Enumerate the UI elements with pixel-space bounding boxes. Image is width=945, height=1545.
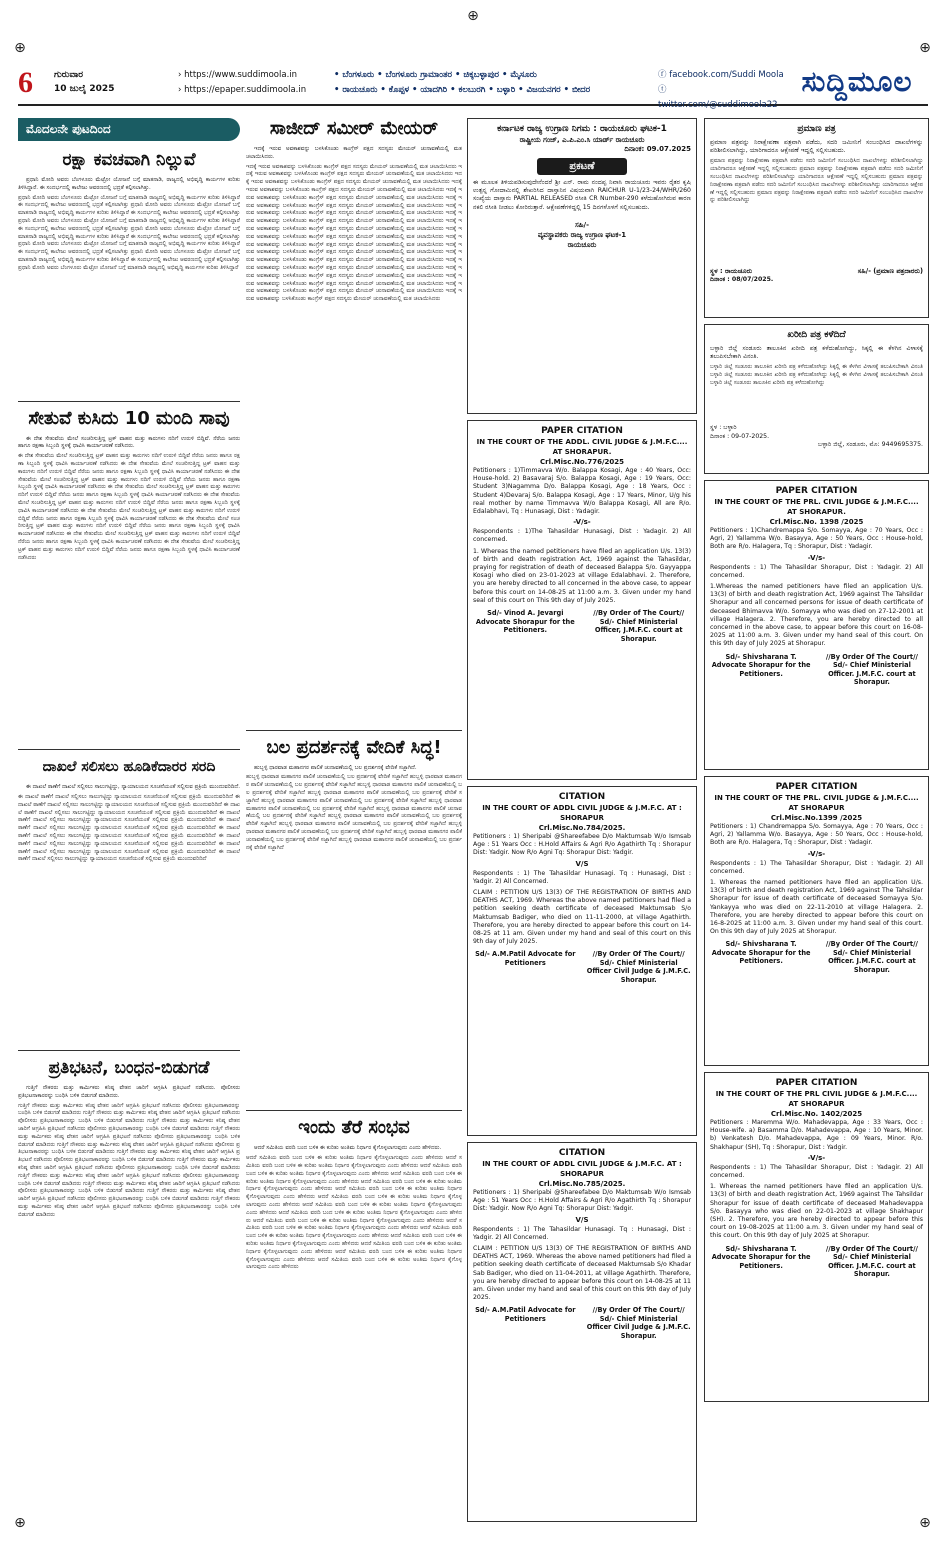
court-signature: //By Order of The Court// Sd/- Chief Ministerial Officer, J.M.F.C. court at Shorapur. (593, 609, 685, 643)
notice-address: ರಾಷ್ಟ್ರೀಯ ಗಂಜ್, ಎ.ಪಿ.ಎಂ.ಸಿ ಯಾರ್ಡ್ ರಾಯಚೂರು (519, 136, 645, 144)
site-url[interactable]: › https://www.suddimoola.in (178, 70, 298, 80)
versus-label: V/S (575, 859, 589, 868)
citation-respondents: Respondents : 1) The Tahasildar Shorapur, Dist : Yadagir. 2) All concerned. (710, 1163, 923, 1180)
citation-case-number: Crl.Misc.No. 1398 /2025 (769, 518, 864, 526)
facebook-link[interactable]: ⓕ facebook.com/Suddi Moola (658, 70, 784, 80)
notice-date: ದಿನಾಂಕ: 09.07.2025 (624, 145, 691, 153)
citation-case-number: Crl.Misc.No.784/2025. (538, 824, 626, 832)
headline-mayor: ಸಾಜೀದ್ ಸಮೀರ್ ಮೇಯರ್ (269, 118, 439, 139)
article-body: ಗುತ್ತಿಗೆ ನೌಕರರು ಮತ್ತು ಕಾರ್ಮಿಕರು ಕನಿಷ್ಠ ವೇತನ ಜಾರಿಗೆ ಆಗ್ರಹಿಸಿ ಪ್ರತಿಭಟನೆ ನಡೆಸಿದರು. ಪೊಲೀಸರು ಪ್ರತಿಭಟನಾಕಾರರನ್ನು ಬಂಧಿಸಿ ಬಳಿಕ ಬಿಡುಗಡೆ ಮಾಡಿದರು. (18, 1084, 240, 1099)
article-body: ಈ ದೇಶ ಸೇತುವೆಯ ಮೇಲೆ ಸಂಚರಿಸುತ್ತಿದ್ದ ಟ್ರಕ್ ವಾಹನ ಮತ್ತು ಕಾರುಗಳು ನದಿಗೆ ಉರುಳಿ ಬಿದ್ದಿವೆ. ನೆರೆಯ ಜನರು ಹಾಗೂ ರಕ್ಷಣಾ ಸಿಬ್ಬಂದಿ ಸ್ಥಳಕ್ಕೆ ಧಾವಿಸಿ ಕಾರ್ಯಾಚರಣೆ ನಡೆಸಿದರು. (18, 435, 240, 450)
citation-signatures (710, 653, 923, 687)
lost-deed-place: ಸ್ಥಳ : ಬಳ್ಳಾರಿ (710, 424, 737, 432)
citation-box (704, 776, 929, 1066)
column-1 (18, 118, 240, 1528)
citation-petitioners: Petitioners : 1) Sheripabi @Shareefabee D/o Maktumsab W/o Ismsab Age : 51 Years Occ : H.Hold Affairs & Agri R/o Agathirth Tq : Shorapur Dist: Yadgir. Now R/o Agni Tq: Shorapur Dist: Yadgir. (473, 833, 691, 857)
crop-mark: ⊕ (919, 40, 931, 56)
citation-case-number: Crl.Misc.No.1399 /2025 (770, 814, 863, 822)
issue-date (54, 68, 154, 96)
citation-petitioners: Petitioners : Maremma W/o. Mahadevappa, Age : 33 Years, Occ : House-wife. a) Basamma D/o. Mahadevappa, Age : 10 Years, Minor. b) Venkatesh D/o. Mahadevappa, Age : 09 Years, Minor. R/o. Shakhapur (SH), Tq : Shorapur, Dist : Yadgir. (710, 1119, 923, 1151)
article-text-block: ಈ ದಾಖಲೆ ಠಾಣೆಗೆ ದಾಖಲೆ ಸಲ್ಲಿಸಲು ಸಾಲುಗಟ್ಟಿದ್ದು ನ್ಯಾಯಾಲಯದ ಸೂಚನೆಯಂತೆ ಸಲ್ಲಿಸುವ ಪ್ರಕ್ರಿಯೆ ಮುಂದುವರಿದಿದೆ ಈ ದಾಖಲೆ ಠಾಣೆಗೆ ದಾಖಲೆ ಸಲ್ಲಿಸಲು ಸಾಲುಗಟ್ಟಿದ್ದು ನ್ಯಾಯಾಲಯದ ಸೂಚನೆಯಂತೆ ಸಲ್ಲಿಸುವ ಪ್ರಕ್ರಿಯೆ ಮುಂದುವರಿದಿದೆ ಈ ದಾಖಲೆ ಠಾಣೆಗೆ ದಾಖಲೆ ಸಲ್ಲಿಸಲು ಸಾಲುಗಟ್ಟಿದ್ದು ನ್ಯಾಯಾಲಯದ ಸೂಚನೆಯಂತೆ ಸಲ್ಲಿಸುವ ಪ್ರಕ್ರಿಯೆ ಮುಂದುವರಿದಿದೆ ಈ ದಾಖಲೆ ಠಾಣೆಗೆ ದಾಖಲೆ ಸಲ್ಲಿಸಲು ಸಾಲುಗಟ್ಟಿದ್ದು ನ್ಯಾಯಾಲಯದ ಸೂಚನೆಯಂತೆ ಸಲ್ಲಿಸುವ ಪ್ರಕ್ರಿಯೆ ಮುಂದುವರಿದಿದೆ ಈ ದಾಖಲೆ ಠಾಣೆಗೆ ದಾಖಲೆ ಸಲ್ಲಿಸಲು ಸಾಲುಗಟ್ಟಿದ್ದು ನ್ಯಾಯಾಲಯದ ಸೂಚನೆಯಂತೆ ಸಲ್ಲಿಸುವ ಪ್ರಕ್ರಿಯೆ ಮುಂದುವರಿದಿದೆ ಈ ದಾಖಲೆ ಠಾಣೆಗೆ ದಾಖಲೆ ಸಲ್ಲಿಸಲು ಸಾಲುಗಟ್ಟಿದ್ದು ನ್ಯಾಯಾಲಯದ ಸೂಚನೆಯಂತೆ ಸಲ್ಲಿಸುವ ಪ್ರಕ್ರಿಯೆ ಮುಂದುವರಿದಿದೆ ಈ ದಾಖಲೆ ಠಾಣೆಗೆ ದಾಖಲೆ ಸಲ್ಲಿಸಲು ಸಾಲುಗಟ್ಟಿದ್ದು ನ್ಯಾಯಾಲಯದ ಸೂಚನೆಯಂತೆ ಸಲ್ಲಿಸುವ ಪ್ರಕ್ರಿಯೆ ಮುಂದುವರಿದಿದೆ ಈ ದಾಖಲೆ ಠಾಣೆಗೆ ದಾಖಲೆ ಸಲ್ಲಿಸಲು ಸಾಲುಗಟ್ಟಿದ್ದು ನ್ಯಾಯಾಲಯದ ಸೂಚನೆಯಂತೆ ಸಲ್ಲಿಸುವ ಪ್ರಕ್ರಿಯೆ ಮುಂದುವರಿದಿದೆ ಈ ದಾಖಲೆ ಠಾಣೆಗೆ ದಾಖಲೆ ಸಲ್ಲಿಸಲು ಸಾಲುಗಟ್ಟಿದ್ದು ನ್ಯಾಯಾಲಯದ ಸೂಚನೆಯಂತೆ ಸಲ್ಲಿಸುವ ಪ್ರಕ್ರಿಯೆ ಮುಂದುವರಿದಿದೆ (18, 793, 240, 863)
lost-deed-notice (704, 324, 929, 474)
advocate-signature: Sd/- A.M.Patil Advocate for Petitioners (475, 1306, 576, 1323)
advocate-signature: Sd/- Shivsharana T. Advocate Shorapur for the Petitioners. (711, 1244, 811, 1270)
citation-court: IN THE COURT OF THE PRL CIVIL JUDGE & J.M.F.C.... AT SHORAPUR (715, 1090, 918, 1108)
versus-label: -V/s- (807, 1153, 826, 1162)
lost-deed-body: ಬಳ್ಳಾರಿ ಜಿಲ್ಲೆ ಸಂಡೂರು ತಾಲೂಕಿನ ಖರೀದಿ ಪತ್ರ ಕಳೆದುಹೋಗಿದ್ದು, ಸಿಕ್ಕಲ್ಲಿ ಈ ಕೆಳಗಿನ ವಿಳಾಸಕ್ಕೆ ತಲುಪಿಸಬೇಕಾಗಿ ವಿನಂತಿ. (710, 345, 923, 361)
citation-respondents: Respondents : 1) The Tahasildar Hunasagi. Tq : Hunasagi, Dist : Yadgir. 2) All Concerned. (473, 1225, 691, 1241)
citation-body: CLAIM : PETITION U/S 13(3) OF THE REGISTRATION OF BIRTHS AND DEATHS ACT, 1969. Whereas the above named petitioners had filed a petition seeking death certificate of deceased Maktumsab S/o Maktumsab Badiger, who died on 11-11-2000, at village Agathirth. Therefore, you are hereby directed to appear before this court on 14-08-25 at 11 am. Given under my hand and seal of this court on this 9th day of July 2025. (473, 889, 691, 946)
citation-petitioners: Petitioners : 1)Chandremappa S/o. Somayya, Age : 70 Years, Occ : Agri, 2) Yallamma W/o. Basayya, Age : 50 Years, Occ : House-hold, Both are R/o. Halagera, Tq : Shorapur, Dist : Yadagir. (710, 527, 923, 551)
citation-case-number: Crl.Misc.No.785/2025. (538, 1180, 626, 1188)
warehouse-notice (467, 118, 697, 414)
headline-protest: ಪ್ರತಿಭಟನೆ, ಬಂಧನ-ಬಿಡುಗಡೆ (48, 1057, 210, 1078)
facebook-icon: ⓕ (658, 70, 667, 80)
cities-line-1: • ಬೆಂಗಳೂರು • ಬೆಂಗಳೂರು ಗ್ರಾಮಾಂತರ • ಚಿಕ್ಕಬಳ್ಳಾಪುರ • ಮೈಸೂರು (334, 70, 537, 80)
issue-date-text: 10 ಜುಲೈ 2025 (54, 84, 115, 94)
twitter-link[interactable]: ⓣ twitter.com/@suddimoola22 (658, 85, 778, 110)
citation-petitioners: Petitioners : 1) Chandremappa S/o. Somayya, Age : 70 Years, Occ : Agri, 2) Yallamma W/o. Basayya, Age : 50 Years, Occ : House-hold, Both are R/o. Halagera, Tq : Shorapur, Dist : Yadagir. (710, 823, 923, 847)
versus-label: -V/s- (573, 518, 591, 527)
citation-body: 1. Whereas the named petitioners have filed an application U/s. 13(3) of birth and death registration Act, 1969 against The Tahsildar Shorapur for issue of death certificate of deceased Somayya S/o. Yankayya who was died on 22-11-2010 at village Halagera. 2. Therefore, you are hereby directed to appear before this court on 16-8-2025 at 11:00 a.m. 3. Given under my hand seal of this court. On this 9th day of July 2025 at Shorapur. (710, 879, 923, 936)
notice-place: ರಾಯಚೂರು (567, 240, 597, 249)
cities-line-2: • ರಾಯಚೂರು • ಕೊಪ್ಪಳ • ಯಾದಗಿರಿ • ಕಲಬುರಗಿ • ಬಳ್ಳಾರಿ • ವಿಜಯನಗರ • ಬೀದರ (334, 85, 591, 95)
notice-sign: ಸಹಿ/- (575, 220, 589, 229)
issue-day: ಗುರುವಾರ (54, 70, 84, 80)
lost-deed-title: ಖರೀದಿ ಪತ್ರ ಕಳೆದಿದೆ (787, 330, 846, 340)
article-body: ಹುಬ್ಬಳ್ಳಿ ಧಾರವಾಡ ಮಹಾನಗರ ಪಾಲಿಕೆ ಚುನಾವಣೆಯಲ್ಲಿ ಬಲ ಪ್ರದರ್ಶನಕ್ಕೆ ವೇದಿಕೆ ಸಜ್ಜಾಗಿದೆ. (254, 764, 417, 771)
article-text-block: ಪ್ರಧಾನಿ ಮೋದಿ ಅವರು ಬೆಂಗಳೂರು ಮೆಟ್ರೋ ಯೋಜನೆ ಬಗ್ಗೆ ಮಾತನಾಡಿ ರಾಜ್ಯದಲ್ಲಿ ಅಭಿವೃದ್ಧಿ ಕಾರ್ಯಗಳ ಕುರಿತು ತಿಳಿಸಿದ್ದಾರೆ ಈ ಸಂದರ್ಭದಲ್ಲಿ ಕಾಲೇಜು ಆವರಣದಲ್ಲಿ ಭದ್ರತೆ ಕಲ್ಪಿಸಲಾಗಿತ್ತು ಪ್ರಧಾನಿ ಮೋದಿ ಅವರು ಬೆಂಗಳೂರು ಮೆಟ್ರೋ ಯೋಜನೆ ಬಗ್ಗೆ ಮಾತನಾಡಿ ರಾಜ್ಯದಲ್ಲಿ ಅಭಿವೃದ್ಧಿ ಕಾರ್ಯಗಳ ಕುರಿತು ತಿಳಿಸಿದ್ದಾರೆ ಈ ಸಂದರ್ಭದಲ್ಲಿ ಕಾಲೇಜು ಆವರಣದಲ್ಲಿ ಭದ್ರತೆ ಕಲ್ಪಿಸಲಾಗಿತ್ತು ಪ್ರಧಾನಿ ಮೋದಿ ಅವರು ಬೆಂಗಳೂರು ಮೆಟ್ರೋ ಯೋಜನೆ ಬಗ್ಗೆ ಮಾತನಾಡಿ ರಾಜ್ಯದಲ್ಲಿ ಅಭಿವೃದ್ಧಿ ಕಾರ್ಯಗಳ ಕುರಿತು ತಿಳಿಸಿದ್ದಾರೆ ಈ ಸಂದರ್ಭದಲ್ಲಿ ಕಾಲೇಜು ಆವರಣದಲ್ಲಿ ಭದ್ರತೆ ಕಲ್ಪಿಸಲಾಗಿತ್ತು ಪ್ರಧಾನಿ ಮೋದಿ ಅವರು ಬೆಂಗಳೂರು ಮೆಟ್ರೋ ಯೋಜನೆ ಬಗ್ಗೆ ಮಾತನಾಡಿ ರಾಜ್ಯದಲ್ಲಿ ಅಭಿವೃದ್ಧಿ ಕಾರ್ಯಗಳ ಕುರಿತು ತಿಳಿಸಿದ್ದಾರೆ ಈ ಸಂದರ್ಭದಲ್ಲಿ ಕಾಲೇಜು ಆವರಣದಲ್ಲಿ ಭದ್ರತೆ ಕಲ್ಪಿಸಲಾಗಿತ್ತು ಪ್ರಧಾನಿ ಮೋದಿ ಅವರು ಬೆಂಗಳೂರು ಮೆಟ್ರೋ ಯೋಜನೆ ಬಗ್ಗೆ ಮಾತನಾಡಿ ರಾಜ್ಯದಲ್ಲಿ ಅಭಿವೃದ್ಧಿ ಕಾರ್ಯಗಳ ಕುರಿತು ತಿಳಿಸಿದ್ದಾರೆ ಈ ಸಂದರ್ಭದಲ್ಲಿ ಕಾಲೇಜು ಆವರಣದಲ್ಲಿ ಭದ್ರತೆ ಕಲ್ಪಿಸಲಾಗಿತ್ತು ಪ್ರಧಾನಿ ಮೋದಿ ಅವರು ಬೆಂಗಳೂರು ಮೆಟ್ರೋ ಯೋಜನೆ ಬಗ್ಗೆ ಮಾತನಾಡಿ ರಾಜ್ಯದಲ್ಲಿ ಅಭಿವೃದ್ಧಿ ಕಾರ್ಯಗಳ ಕುರಿತು ತಿಳಿಸಿದ್ದಾರೆ ಈ ಸಂದರ್ಭದಲ್ಲಿ ಕಾಲೇಜು ಆವರಣದಲ್ಲಿ ಭದ್ರತೆ ಕಲ್ಪಿಸಲಾಗಿತ್ತು ಪ್ರಧಾನಿ ಮೋದಿ ಅವರು ಬೆಂಗಳೂರು ಮೆಟ್ರೋ ಯೋಜನೆ ಬಗ್ಗೆ ಮಾತನಾಡಿ ರಾಜ್ಯದಲ್ಲಿ ಅಭಿವೃದ್ಧಿ ಕಾರ್ಯಗಳ ಕುರಿತು ತಿಳಿಸಿದ್ದಾರೆ (18, 194, 240, 271)
versus-label: -V/s- (807, 849, 826, 858)
citation-signatures (710, 940, 923, 974)
notice-body: ಈ ಮೂಲಕ ತಿಳಿಯಪಡಿಸುವುದೇನೆಂದರೆ ಶ್ರೀ ಎನ್. ರಾಮ ನಂದಪ್ಪ ನಿವಾಸಿ ರಾಯಚೂರು ಇವರು ರೈತರ ಕೃಷಿ ಉತ್ಪನ್ನ ಗೋದಾಮಿನಲ್ಲಿ ಶೇಖರಿಸಿದ ದಾಸ್ತಾನಿನ ವಿಷಯವಾಗಿ RAICHUR U-1/23-24/WHR/260 ಸಂಖ್ಯೆಯ ದಾಸ್ತಾನು PARTIAL RELEASED ರಸೀತಿ CR Number-290 ಕಳೆದುಹೋಗಿರುವ ಕಾರಣ ನಕಲಿ ರಸೀತಿ ನೀಡಲು ಕೋರಿರುತ್ತಾರೆ. ಆಕ್ಷೇಪಣೆಗಳಿದ್ದಲ್ಲಿ 15 ದಿನಗಳೊಳಗೆ ಸಲ್ಲಿಸಬಹುದು. (473, 179, 691, 211)
notice-banner: ಪ್ರಕಟಣೆ (537, 158, 627, 175)
crop-mark: ⊕ (919, 1515, 931, 1531)
citation-box (704, 480, 929, 770)
headline-bridge-collapse: ಸೇತುವೆ ಕುಸಿದು 10 ಮಂದಿ ಸಾವು (28, 407, 230, 429)
crop-mark: ⊕ (14, 1515, 26, 1531)
article-body: ಆದರೆ ಸಮಿತಿಯ ವರದಿ ಬಂದ ಬಳಿಕ ಈ ಕುರಿತು ಅಂತಿಮ ನಿರ್ಧಾರ ಕೈಗೊಳ್ಳಲಾಗುವುದು ಎಂದು ಹೇಳಿದರು. (254, 1145, 442, 1152)
citation-title: CITATION (558, 1148, 606, 1158)
citation-title: PAPER CITATION (775, 486, 858, 496)
certificate-notice (704, 118, 929, 318)
article-text-block: ಹುಬ್ಬಳ್ಳಿ ಧಾರವಾಡ ಮಹಾನಗರ ಪಾಲಿಕೆ ಚುನಾವಣೆಯಲ್ಲಿ ಬಲ ಪ್ರದರ್ಶನಕ್ಕೆ ವೇದಿಕೆ ಸಜ್ಜಾಗಿದೆ ಹುಬ್ಬಳ್ಳಿ ಧಾರವಾಡ ಮಹಾನಗರ ಪಾಲಿಕೆ ಚುನಾವಣೆಯಲ್ಲಿ ಬಲ ಪ್ರದರ್ಶನಕ್ಕೆ ವೇದಿಕೆ ಸಜ್ಜಾಗಿದೆ ಹುಬ್ಬಳ್ಳಿ ಧಾರವಾಡ ಮಹಾನಗರ ಪಾಲಿಕೆ ಚುನಾವಣೆಯಲ್ಲಿ ಬಲ ಪ್ರದರ್ಶನಕ್ಕೆ ವೇದಿಕೆ ಸಜ್ಜಾಗಿದೆ ಹುಬ್ಬಳ್ಳಿ ಧಾರವಾಡ ಮಹಾನಗರ ಪಾಲಿಕೆ ಚುನಾವಣೆಯಲ್ಲಿ ಬಲ ಪ್ರದರ್ಶನಕ್ಕೆ ವೇದಿಕೆ ಸಜ್ಜಾಗಿದೆ ಹುಬ್ಬಳ್ಳಿ ಧಾರವಾಡ ಮಹಾನಗರ ಪಾಲಿಕೆ ಚುನಾವಣೆಯಲ್ಲಿ ಬಲ ಪ್ರದರ್ಶನಕ್ಕೆ ವೇದಿಕೆ ಸಜ್ಜಾಗಿದೆ ಹುಬ್ಬಳ್ಳಿ ಧಾರವಾಡ ಮಹಾನಗರ ಪಾಲಿಕೆ ಚುನಾವಣೆಯಲ್ಲಿ ಬಲ ಪ್ರದರ್ಶನಕ್ಕೆ ವೇದಿಕೆ ಸಜ್ಜಾಗಿದೆ ಹುಬ್ಬಳ್ಳಿ ಧಾರವಾಡ ಮಹಾನಗರ ಪಾಲಿಕೆ ಚುನಾವಣೆಯಲ್ಲಿ ಬಲ ಪ್ರದರ್ಶನಕ್ಕೆ ವೇದಿಕೆ ಸಜ್ಜಾಗಿದೆ ಹುಬ್ಬಳ್ಳಿ ಧಾರವಾಡ ಮಹಾನಗರ ಪಾಲಿಕೆ ಚುನಾವಣೆಯಲ್ಲಿ ಬಲ ಪ್ರದರ್ಶನಕ್ಕೆ ವೇದಿಕೆ ಸಜ್ಜಾಗಿದೆ ಹುಬ್ಬಳ್ಳಿ ಧಾರವಾಡ ಮಹಾನಗರ ಪಾಲಿಕೆ ಚುನಾವಣೆಯಲ್ಲಿ ಬಲ ಪ್ರದರ್ಶನಕ್ಕೆ ವೇದಿಕೆ ಸಜ್ಜಾಗಿದೆ ಹುಬ್ಬಳ್ಳಿ ಧಾರವಾಡ ಮಹಾನಗರ ಪಾಲಿಕೆ ಚುನಾವಣೆಯಲ್ಲಿ ಬಲ ಪ್ರದರ್ಶನಕ್ಕೆ ವೇದಿಕೆ ಸಜ್ಜಾಗಿದೆ ಹುಬ್ಬಳ್ಳಿ ಧಾರವಾಡ ಮಹಾನಗರ ಪಾಲಿಕೆ ಚುನಾವಣೆಯಲ್ಲಿ ಬಲ ಪ್ರದರ್ಶನಕ್ಕೆ ವೇದಿಕೆ ಸಜ್ಜಾಗಿದೆ ಹುಬ್ಬಳ್ಳಿ ಧಾರವಾಡ ಮಹಾನಗರ ಪಾಲಿಕೆ ಚುನಾವಣೆಯಲ್ಲಿ ಬಲ ಪ್ರದರ್ಶನಕ್ಕೆ ವೇದಿಕೆ ಸಜ್ಜಾಗಿದೆ (246, 774, 462, 851)
citation-title: CITATION (558, 792, 606, 802)
citation-body: 1. Whereas the named petitioners have filed an application U/s. 13(3) of birth and death registration Act, 1969 against the Tahasildar, praying for registration of death of deceased Balappa S/o. Gayyappa Kosagi who died on 23-01-2023 at village Edalabhavi. 2. Therefore, you are hereby directed to all concerned in the above case, to appear before this court on 14-08-25 at 11:00 a.m. 3. Given under my hand seal of this court on This 9th day of July 2025. (473, 547, 691, 604)
citation-petitioners: Petitioners : 1)Timmavva W/o. Balappa Kosagi, Age : 40 Years, Occ: House-hold. 2) Basavaraj S/o. Balappa Kosagi, Age : 19 Years, Occ: Student 3)Nagamma D/o. Balappa Kosagi, Age : 18 Years, Occ : Student 4)Devaraj S/o. Balappa Kosagi, Age : 17 Years, Minor, U/g his real mother by name Timmavva W/o Balappa Kosagi, All are R/o. Edalabhavi, Tq : Hunasagi, Dist : Yadagir. (473, 467, 691, 516)
column-4 (704, 118, 929, 1528)
court-signature: //By Order Of The Court// Sd/- Chief Ministerial Officer. J.M.F.C. court at Shorapur. (825, 940, 918, 974)
citation-court: IN THE COURT OF ADDL CIVIL JUDGE & J.M.F.C. AT : SHORAPUR (482, 1160, 682, 1178)
article-body: ಇದಕ್ಕೆ ಇರುವ ಅವಕಾಶವನ್ನು ಬಳಸಿಕೊಂಡು ಕಾಂಗ್ರೆಸ್ ಪಕ್ಷದ ಸದಸ್ಯರು ಮೇಯರ್ ಚುನಾವಣೆಯಲ್ಲಿ ಮತ ಚಲಾಯಿಸಿದರು. (246, 146, 462, 160)
divider (18, 1050, 240, 1051)
lost-deed-phone: ಬಳ್ಳಾರಿ ಜಿಲ್ಲೆ, ಸಂಡೂರು, ಮೊ: 9449695375. (817, 440, 923, 448)
citation-title: PAPER CITATION (541, 426, 623, 436)
citation-respondents: Respondents : 1) The Tahasildar Shorapur, Dist : Yadagir. 2) All concerned. (710, 563, 923, 579)
advocate-signature: Sd/- A.M.Patil Advocate for Petitioners (475, 950, 576, 967)
column-2 (246, 118, 462, 1528)
article-body: ಪ್ರಧಾನಿ ಮೋದಿ ಅವರು ಬೆಂಗಳೂರು ಮೆಟ್ರೋ ಯೋಜನೆ ಬಗ್ಗೆ ಮಾತನಾಡಿ, ರಾಜ್ಯದಲ್ಲಿ ಅಭಿವೃದ್ಧಿ ಕಾರ್ಯಗಳ ಕುರಿತು ತಿಳಿಸಿದ್ದಾರೆ. ಈ ಸಂದರ್ಭದಲ್ಲಿ ಕಾಲೇಜು ಆವರಣದಲ್ಲಿ ಭದ್ರತೆ ಕಲ್ಪಿಸಲಾಗಿತ್ತು. (18, 177, 240, 191)
citation-signatures (473, 950, 691, 984)
notice-signatory: ವ್ಯವಸ್ಥಾಪಕರು ರಾಜ್ಯ ಉಗ್ರಾಣ ಘಟಕ-1 (537, 230, 627, 239)
court-signature: //By Order Of The Court// Sd/- Chief Ministerial Officer Civil Judge & J.M.F.C. Shorapur. (586, 950, 691, 984)
citation-court: IN THE COURT OF THE PRL. CIVIL JUDGE & J.M.F.C.... AT SHORAPUR (714, 794, 919, 812)
twitter-icon: ⓣ (658, 85, 667, 95)
article-text-block: ಇದಕ್ಕೆ ಇರುವ ಅವಕಾಶವನ್ನು ಬಳಸಿಕೊಂಡು ಕಾಂಗ್ರೆಸ್ ಪಕ್ಷದ ಸದಸ್ಯರು ಮೇಯರ್ ಚುನಾವಣೆಯಲ್ಲಿ ಮತ ಚಲಾಯಿಸಿದರು ಇದಕ್ಕೆ ಇರುವ ಅವಕಾಶವನ್ನು ಬಳಸಿಕೊಂಡು ಕಾಂಗ್ರೆಸ್ ಪಕ್ಷದ ಸದಸ್ಯರು ಮೇಯರ್ ಚುನಾವಣೆಯಲ್ಲಿ ಮತ ಚಲಾಯಿಸಿದರು ಇದಕ್ಕೆ ಇರುವ ಅವಕಾಶವನ್ನು ಬಳಸಿಕೊಂಡು ಕಾಂಗ್ರೆಸ್ ಪಕ್ಷದ ಸದಸ್ಯರು ಮೇಯರ್ ಚುನಾವಣೆಯಲ್ಲಿ ಮತ ಚಲಾಯಿಸಿದರು ಇದಕ್ಕೆ ಇರುವ ಅವಕಾಶವನ್ನು ಬಳಸಿಕೊಂಡು ಕಾಂಗ್ರೆಸ್ ಪಕ್ಷದ ಸದಸ್ಯರು ಮೇಯರ್ ಚುನಾವಣೆಯಲ್ಲಿ ಮತ ಚಲಾಯಿಸಿದರು ಇದಕ್ಕೆ ಇರುವ ಅವಕಾಶವನ್ನು ಬಳಸಿಕೊಂಡು ಕಾಂಗ್ರೆಸ್ ಪಕ್ಷದ ಸದಸ್ಯರು ಮೇಯರ್ ಚುನಾವಣೆಯಲ್ಲಿ ಮತ ಚಲಾಯಿಸಿದರು ಇದಕ್ಕೆ ಇರುವ ಅವಕಾಶವನ್ನು ಬಳಸಿಕೊಂಡು ಕಾಂಗ್ರೆಸ್ ಪಕ್ಷದ ಸದಸ್ಯರು ಮೇಯರ್ ಚುನಾವಣೆಯಲ್ಲಿ ಮತ ಚಲಾಯಿಸಿದರು ಇದಕ್ಕೆ ಇರುವ ಅವಕಾಶವನ್ನು ಬಳಸಿಕೊಂಡು ಕಾಂಗ್ರೆಸ್ ಪಕ್ಷದ ಸದಸ್ಯರು ಮೇಯರ್ ಚುನಾವಣೆಯಲ್ಲಿ ಮತ ಚಲಾಯಿಸಿದರು ಇದಕ್ಕೆ ಇರುವ ಅವಕಾಶವನ್ನು ಬಳಸಿಕೊಂಡು ಕಾಂಗ್ರೆಸ್ ಪಕ್ಷದ ಸದಸ್ಯರು ಮೇಯರ್ ಚುನಾವಣೆಯಲ್ಲಿ ಮತ ಚಲಾಯಿಸಿದರು ಇದಕ್ಕೆ ಇರುವ ಅವಕಾಶವನ್ನು ಬಳಸಿಕೊಂಡು ಕಾಂಗ್ರೆಸ್ ಪಕ್ಷದ ಸದಸ್ಯರು ಮೇಯರ್ ಚುನಾವಣೆಯಲ್ಲಿ ಮತ ಚಲಾಯಿಸಿದರು ಇದಕ್ಕೆ ಇರುವ ಅವಕಾಶವನ್ನು ಬಳಸಿಕೊಂಡು ಕಾಂಗ್ರೆಸ್ ಪಕ್ಷದ ಸದಸ್ಯರು ಮೇಯರ್ ಚುನಾವಣೆಯಲ್ಲಿ ಮತ ಚಲಾಯಿಸಿದರು ಇದಕ್ಕೆ ಇರುವ ಅವಕಾಶವನ್ನು ಬಳಸಿಕೊಂಡು ಕಾಂಗ್ರೆಸ್ ಪಕ್ಷದ ಸದಸ್ಯರು ಮೇಯರ್ ಚುನಾವಣೆಯಲ್ಲಿ ಮತ ಚಲಾಯಿಸಿದರು ಇದಕ್ಕೆ ಇರುವ ಅವಕಾಶವನ್ನು ಬಳಸಿಕೊಂಡು ಕಾಂಗ್ರೆಸ್ ಪಕ್ಷದ ಸದಸ್ಯರು ಮೇಯರ್ ಚುನಾವಣೆಯಲ್ಲಿ ಮತ ಚಲಾಯಿಸಿದರು ಇದಕ್ಕೆ ಇರುವ ಅವಕಾಶವನ್ನು ಬಳಸಿಕೊಂಡು ಕಾಂಗ್ರೆಸ್ ಪಕ್ಷದ ಸದಸ್ಯರು ಮೇಯರ್ ಚುನಾವಣೆಯಲ್ಲಿ ಮತ ಚಲಾಯಿಸಿದರು ಇದಕ್ಕೆ ಇರುವ ಅವಕಾಶವನ್ನು ಬಳಸಿಕೊಂಡು ಕಾಂಗ್ರೆಸ್ ಪಕ್ಷದ ಸದಸ್ಯರು ಮೇಯರ್ ಚುನಾವಣೆಯಲ್ಲಿ ಮತ ಚಲಾಯಿಸಿದರು ಇದಕ್ಕೆ ಇರುವ ಅವಕಾಶವನ್ನು ಬಳಸಿಕೊಂಡು ಕಾಂಗ್ರೆಸ್ ಪಕ್ಷದ ಸದಸ್ಯರು ಮೇಯರ್ ಚುನಾವಣೆಯಲ್ಲಿ ಮತ ಚಲಾಯಿಸಿದರು ಇದಕ್ಕೆ ಇರುವ ಅವಕಾಶವನ್ನು ಬಳಸಿಕೊಂಡು ಕಾಂಗ್ರೆಸ್ ಪಕ್ಷದ ಸದಸ್ಯರು ಮೇಯರ್ ಚುನಾವಣೆಯಲ್ಲಿ ಮತ ಚಲಾಯಿಸಿದರು ಇದಕ್ಕೆ ಇರುವ ಅವಕಾಶವನ್ನು ಬಳಸಿಕೊಂಡು ಕಾಂಗ್ರೆಸ್ ಪಕ್ಷದ ಸದಸ್ಯರು ಮೇಯರ್ ಚುನಾವಣೆಯಲ್ಲಿ ಮತ ಚಲಾಯಿಸಿದರು ಇದಕ್ಕೆ ಇರುವ ಅವಕಾಶವನ್ನು ಬಳಸಿಕೊಂಡು ಕಾಂಗ್ರೆಸ್ ಪಕ್ಷದ ಸದಸ್ಯರು ಮೇಯರ್ ಚುನಾವಣೆಯಲ್ಲಿ ಮತ ಚಲಾಯಿಸಿದರು (246, 163, 462, 303)
divider (18, 749, 240, 750)
article-text-block: ಗುತ್ತಿಗೆ ನೌಕರರು ಮತ್ತು ಕಾರ್ಮಿಕರು ಕನಿಷ್ಠ ವೇತನ ಜಾರಿಗೆ ಆಗ್ರಹಿಸಿ ಪ್ರತಿಭಟನೆ ನಡೆಸಿದರು ಪೊಲೀಸರು ಪ್ರತಿಭಟನಾಕಾರರನ್ನು ಬಂಧಿಸಿ ಬಳಿಕ ಬಿಡುಗಡೆ ಮಾಡಿದರು ಗುತ್ತಿಗೆ ನೌಕರರು ಮತ್ತು ಕಾರ್ಮಿಕರು ಕನಿಷ್ಠ ವೇತನ ಜಾರಿಗೆ ಆಗ್ರಹಿಸಿ ಪ್ರತಿಭಟನೆ ನಡೆಸಿದರು ಪೊಲೀಸರು ಪ್ರತಿಭಟನಾಕಾರರನ್ನು ಬಂಧಿಸಿ ಬಳಿಕ ಬಿಡುಗಡೆ ಮಾಡಿದರು ಗುತ್ತಿಗೆ ನೌಕರರು ಮತ್ತು ಕಾರ್ಮಿಕರು ಕನಿಷ್ಠ ವೇತನ ಜಾರಿಗೆ ಆಗ್ರಹಿಸಿ ಪ್ರತಿಭಟನೆ ನಡೆಸಿದರು ಪೊಲೀಸರು ಪ್ರತಿಭಟನಾಕಾರರನ್ನು ಬಂಧಿಸಿ ಬಳಿಕ ಬಿಡುಗಡೆ ಮಾಡಿದರು ಗುತ್ತಿಗೆ ನೌಕರರು ಮತ್ತು ಕಾರ್ಮಿಕರು ಕನಿಷ್ಠ ವೇತನ ಜಾರಿಗೆ ಆಗ್ರಹಿಸಿ ಪ್ರತಿಭಟನೆ ನಡೆಸಿದರು ಪೊಲೀಸರು ಪ್ರತಿಭಟನಾಕಾರರನ್ನು ಬಂಧಿಸಿ ಬಳಿಕ ಬಿಡುಗಡೆ ಮಾಡಿದರು ಗುತ್ತಿಗೆ ನೌಕರರು ಮತ್ತು ಕಾರ್ಮಿಕರು ಕನಿಷ್ಠ ವೇತನ ಜಾರಿಗೆ ಆಗ್ರಹಿಸಿ ಪ್ರತಿಭಟನೆ ನಡೆಸಿದರು ಪೊಲೀಸರು ಪ್ರತಿಭಟನಾಕಾರರನ್ನು ಬಂಧಿಸಿ ಬಳಿಕ ಬಿಡುಗಡೆ ಮಾಡಿದರು ಗುತ್ತಿಗೆ ನೌಕರರು ಮತ್ತು ಕಾರ್ಮಿಕರು ಕನಿಷ್ಠ ವೇತನ ಜಾರಿಗೆ ಆಗ್ರಹಿಸಿ ಪ್ರತಿಭಟನೆ ನಡೆಸಿದರು ಪೊಲೀಸರು ಪ್ರತಿಭಟನಾಕಾರರನ್ನು ಬಂಧಿಸಿ ಬಳಿಕ ಬಿಡುಗಡೆ ಮಾಡಿದರು ಗುತ್ತಿಗೆ ನೌಕರರು ಮತ್ತು ಕಾರ್ಮಿಕರು ಕನಿಷ್ಠ ವೇತನ ಜಾರಿಗೆ ಆಗ್ರಹಿಸಿ ಪ್ರತಿಭಟನೆ ನಡೆಸಿದರು ಪೊಲೀಸರು ಪ್ರತಿಭಟನಾಕಾರರನ್ನು ಬಂಧಿಸಿ ಬಳಿಕ ಬಿಡುಗಡೆ ಮಾಡಿದರು ಗುತ್ತಿಗೆ ನೌಕರರು ಮತ್ತು ಕಾರ್ಮಿಕರು ಕನಿಷ್ಠ ವೇತನ ಜಾರಿಗೆ ಆಗ್ರಹಿಸಿ ಪ್ರತಿಭಟನೆ ನಡೆಸಿದರು ಪೊಲೀಸರು ಪ್ರತಿಭಟನಾಕಾರರನ್ನು ಬಂಧಿಸಿ ಬಳಿಕ ಬಿಡುಗಡೆ ಮಾಡಿದರು ಗುತ್ತಿಗೆ ನೌಕರರು ಮತ್ತು ಕಾರ್ಮಿಕರು ಕನಿಷ್ಠ ವೇತನ ಜಾರಿಗೆ ಆಗ್ರಹಿಸಿ ಪ್ರತಿಭಟನೆ ನಡೆಸಿದರು ಪೊಲೀಸರು ಪ್ರತಿಭಟನಾಕಾರರನ್ನು ಬಂಧಿಸಿ ಬಳಿಕ ಬಿಡುಗಡೆ ಮಾಡಿದರು ಗುತ್ತಿಗೆ ನೌಕರರು ಮತ್ತು ಕಾರ್ಮಿಕರು ಕನಿಷ್ಠ ವೇತನ ಜಾರಿಗೆ ಆಗ್ರಹಿಸಿ ಪ್ರತಿಭಟನೆ ನಡೆಸಿದರು ಪೊಲೀಸರು ಪ್ರತಿಭಟನಾಕಾರರನ್ನು ಬಂಧಿಸಿ ಬಳಿಕ ಬಿಡುಗಡೆ ಮಾಡಿದರು ಗುತ್ತಿಗೆ ನೌಕರರು ಮತ್ತು ಕಾರ್ಮಿಕರು ಕನಿಷ್ಠ ವೇತನ ಜಾರಿಗೆ ಆಗ್ರಹಿಸಿ ಪ್ರತಿಭಟನೆ ನಡೆಸಿದರು ಪೊಲೀಸರು ಪ್ರತಿಭಟನಾಕಾರರನ್ನು ಬಂಧಿಸಿ ಬಳಿಕ ಬಿಡುಗಡೆ ಮಾಡಿದರು (18, 1102, 240, 1218)
certificate-signatory: ಸಹಿ/- (ಪ್ರಮಾಣ ಪತ್ರದಾರರು) (857, 267, 923, 276)
advocate-signature: Sd/- Shivsharana T. Advocate Shorapur for the Petitioners. (711, 940, 811, 966)
citation-signatures (710, 1245, 923, 1279)
column-3 (467, 118, 697, 1528)
crop-mark: ⊕ (14, 40, 26, 56)
divider (246, 730, 462, 731)
certificate-date: ದಿನಾಂಕ : 08/07/2025. (710, 275, 774, 283)
citation-respondents: Respondents : 1) The Tahasildar Hunasagi. Tq : Hunasagi, Dist : Yadgir. 2) All Concerned. (473, 869, 691, 885)
citation-court: IN THE COURT OF THE PRL. CIVIL JUDGE & J.M.F.C.... AT SHORAPUR. (714, 498, 919, 516)
citation-box (704, 1072, 929, 1402)
citation-court: IN THE COURT OF THE ADDL. CIVIL JUDGE & J.M.F.C.... AT SHORAPUR. (476, 438, 688, 456)
page-number: 6 (18, 66, 33, 99)
court-signature: //By Order Of The Court// Sd/- Chief Ministerial Officer Civil Judge & J.M.F.C. Shorapur. (586, 1306, 691, 1340)
citation-respondents: Respondents : 1)The Tahasildar Hunasagi, Dist : Yadagir. 2) All concerned. (473, 528, 691, 544)
divider (18, 401, 240, 402)
versus-label: -V/s- (807, 553, 826, 562)
citation-court: IN THE COURT OF ADDL CIVIL JUDGE & J.M.F.C. AT : SHORAPUR (482, 804, 682, 822)
citation-title: PAPER CITATION (775, 1078, 858, 1088)
citation-signatures (473, 1306, 691, 1340)
advocate-signature: Sd/- Shivsharana T. Advocate Shorapur for the Petitioners. (711, 652, 811, 678)
headline-raksha: ರಕ್ಷಾ ಕವಚವಾಗಿ ನಿಲ್ಲುವೆ (62, 150, 196, 170)
certificate-text-block: ಪ್ರಮಾಣ ಪತ್ರವನ್ನು ನಿರಾಕ್ಷೇಪಣಾ ಪತ್ರವಾಗಿ ಪಡೆದು ಸದರಿ ಜಮೀನಿಗೆ ಸಂಬಂಧಿಸಿದ ದಾಖಲೆಗಳನ್ನು ಪರಿಶೀಲಿಸಲಾಗಿದ್ದು ಯಾರಿಗಾದರೂ ಆಕ್ಷೇಪಣೆ ಇದ್ದಲ್ಲಿ ಸಲ್ಲಿಸಬಹುದು ಪ್ರಮಾಣ ಪತ್ರವನ್ನು ನಿರಾಕ್ಷೇಪಣಾ ಪತ್ರವಾಗಿ ಪಡೆದು ಸದರಿ ಜಮೀನಿಗೆ ಸಂಬಂಧಿಸಿದ ದಾಖಲೆಗಳನ್ನು ಪರಿಶೀಲಿಸಲಾಗಿದ್ದು ಯಾರಿಗಾದರೂ ಆಕ್ಷೇಪಣೆ ಇದ್ದಲ್ಲಿ ಸಲ್ಲಿಸಬಹುದು ಪ್ರಮಾಣ ಪತ್ರವನ್ನು ನಿರಾಕ್ಷೇಪಣಾ ಪತ್ರವಾಗಿ ಪಡೆದು ಸದರಿ ಜಮೀನಿಗೆ ಸಂಬಂಧಿಸಿದ ದಾಖಲೆಗಳನ್ನು ಪರಿಶೀಲಿಸಲಾಗಿದ್ದು ಯಾರಿಗಾದರೂ ಆಕ್ಷೇಪಣೆ ಇದ್ದಲ್ಲಿ ಸಲ್ಲಿಸಬಹುದು ಪ್ರಮಾಣ ಪತ್ರವನ್ನು ನಿರಾಕ್ಷೇಪಣಾ ಪತ್ರವಾಗಿ ಪಡೆದು ಸದರಿ ಜಮೀನಿಗೆ ಸಂಬಂಧಿಸಿದ ದಾಖಲೆಗಳನ್ನು ಪರಿಶೀಲಿಸಲಾಗಿದ್ದು (710, 158, 923, 204)
masthead (18, 62, 928, 110)
citation-respondents: Respondents : 1) The Tahasildar Shorapur, Dist : Yadagir. 2) All concerned. (710, 859, 923, 875)
epaper-url[interactable]: › https://epaper.suddimoola.in (178, 85, 307, 95)
citation-box (467, 420, 697, 780)
edition-cities (334, 68, 654, 98)
headline-stage-set: ಬಲ ಪ್ರದರ್ಶನಕ್ಕೆ ವೇದಿಕೆ ಸಿದ್ಧ! (266, 736, 442, 758)
versus-label: V/S (575, 1215, 589, 1224)
citation-body: 1.Whereas the named petitioners have filed an application U/s. 13(3) of birth and death registration Act, 1969 against The Tahsildar Shorapur and all concerned persons for issue of death certificate of deceased Bhimavva W/o. Somayya who was died on 27-12-2001 at village Halagera. 2. Therefore, you are hereby directed to all concerned in the above case, to appear before this court on 16-08-2025 at 11:00 a.m. 3. Given under my hand seal of this court. On this 9th day of July 2025 at Shorapur. (710, 583, 923, 648)
certificate-place: ಸ್ಥಳ : ರಾಯಚೂರು (710, 267, 753, 276)
citation-body: 1. Whereas the named petitioners have filed an application U/s. 13(3) of birth and death registration Act, 1969 against The Tahsildar Shorapur for issue of death certificate of deceased Mahadevappa S/o. Basayya who was died on 22-01-2023 at village Shakhapur (SH). 2. Therefore, you are hereby directed to appear before this court on 19-08-2025 at 11:00 a.m. 3. Given under my hand seal of this court. On this 9th day of July 2025 at Shorapur. (710, 1183, 923, 1240)
registration-mark-top: ⊕ (467, 8, 479, 24)
certificate-body: ಪ್ರಮಾಣ ಪತ್ರವನ್ನು ನಿರಾಕ್ಷೇಪಣಾ ಪತ್ರವಾಗಿ ಪಡೆದು, ಸದರಿ ಜಮೀನಿಗೆ ಸಂಬಂಧಿಸಿದ ದಾಖಲೆಗಳನ್ನು ಪರಿಶೀಲಿಸಲಾಗಿದ್ದು, ಯಾರಿಗಾದರೂ ಆಕ್ಷೇಪಣೆ ಇದ್ದಲ್ಲಿ ಸಲ್ಲಿಸಬಹುದು. (710, 139, 923, 155)
article-text-block: ಆದರೆ ಸಮಿತಿಯ ವರದಿ ಬಂದ ಬಳಿಕ ಈ ಕುರಿತು ಅಂತಿಮ ನಿರ್ಧಾರ ಕೈಗೊಳ್ಳಲಾಗುವುದು ಎಂದು ಹೇಳಿದರು ಆದರೆ ಸಮಿತಿಯ ವರದಿ ಬಂದ ಬಳಿಕ ಈ ಕುರಿತು ಅಂತಿಮ ನಿರ್ಧಾರ ಕೈಗೊಳ್ಳಲಾಗುವುದು ಎಂದು ಹೇಳಿದರು ಆದರೆ ಸಮಿತಿಯ ವರದಿ ಬಂದ ಬಳಿಕ ಈ ಕುರಿತು ಅಂತಿಮ ನಿರ್ಧಾರ ಕೈಗೊಳ್ಳಲಾಗುವುದು ಎಂದು ಹೇಳಿದರು ಆದರೆ ಸಮಿತಿಯ ವರದಿ ಬಂದ ಬಳಿಕ ಈ ಕುರಿತು ಅಂತಿಮ ನಿರ್ಧಾರ ಕೈಗೊಳ್ಳಲಾಗುವುದು ಎಂದು ಹೇಳಿದರು ಆದರೆ ಸಮಿತಿಯ ವರದಿ ಬಂದ ಬಳಿಕ ಈ ಕುರಿತು ಅಂತಿಮ ನಿರ್ಧಾರ ಕೈಗೊಳ್ಳಲಾಗುವುದು ಎಂದು ಹೇಳಿದರು ಆದರೆ ಸಮಿತಿಯ ವರದಿ ಬಂದ ಬಳಿಕ ಈ ಕುರಿತು ಅಂತಿಮ ನಿರ್ಧಾರ ಕೈಗೊಳ್ಳಲಾಗುವುದು ಎಂದು ಹೇಳಿದರು ಆದರೆ ಸಮಿತಿಯ ವರದಿ ಬಂದ ಬಳಿಕ ಈ ಕುರಿತು ಅಂತಿಮ ನಿರ್ಧಾರ ಕೈಗೊಳ್ಳಲಾಗುವುದು ಎಂದು ಹೇಳಿದರು ಆದರೆ ಸಮಿತಿಯ ವರದಿ ಬಂದ ಬಳಿಕ ಈ ಕುರಿತು ಅಂತಿಮ ನಿರ್ಧಾರ ಕೈಗೊಳ್ಳಲಾಗುವುದು ಎಂದು ಹೇಳಿದರು ಆದರೆ ಸಮಿತಿಯ ವರದಿ ಬಂದ ಬಳಿಕ ಈ ಕುರಿತು ಅಂತಿಮ ನಿರ್ಧಾರ ಕೈಗೊಳ್ಳಲಾಗುವುದು ಎಂದು ಹೇಳಿದರು ಆದರೆ ಸಮಿತಿಯ ವರದಿ ಬಂದ ಬಳಿಕ ಈ ಕುರಿತು ಅಂತಿಮ ನಿರ್ಧಾರ ಕೈಗೊಳ್ಳಲಾಗುವುದು ಎಂದು ಹೇಳಿದರು ಆದರೆ ಸಮಿತಿಯ ವರದಿ ಬಂದ ಬಳಿಕ ಈ ಕುರಿತು ಅಂತಿಮ ನಿರ್ಧಾರ ಕೈಗೊಳ್ಳಲಾಗುವುದು ಎಂದು ಹೇಳಿದರು ಆದರೆ ಸಮಿತಿಯ ವರದಿ ಬಂದ ಬಳಿಕ ಈ ಕುರಿತು ಅಂತಿಮ ನಿರ್ಧಾರ ಕೈಗೊಳ್ಳಲಾಗುವುದು ಎಂದು ಹೇಳಿದರು ಆದರೆ ಸಮಿತಿಯ ವರದಿ ಬಂದ ಬಳಿಕ ಈ ಕುರಿತು ಅಂತಿಮ ನಿರ್ಧಾರ ಕೈಗೊಳ್ಳಲಾಗುವುದು ಎಂದು ಹೇಳಿದರು ಆದರೆ ಸಮಿತಿಯ ವರದಿ ಬಂದ ಬಳಿಕ ಈ ಕುರಿತು ಅಂತಿಮ ನಿರ್ಧಾರ ಕೈಗೊಳ್ಳಲಾಗುವುದು ಎಂದು ಹೇಳಿದರು ಆದರೆ ಸಮಿತಿಯ ವರದಿ ಬಂದ ಬಳಿಕ ಈ ಕುರಿತು ಅಂತಿಮ ನಿರ್ಧಾರ ಕೈಗೊಳ್ಳಲಾಗುವುದು ಎಂದು ಹೇಳಿದರು ಆದರೆ ಸಮಿತಿಯ ವರದಿ ಬಂದ ಬಳಿಕ ಈ ಕುರಿತು ಅಂತಿಮ ನಿರ್ಧಾರ ಕೈಗೊಳ್ಳಲಾಗುವುದು ಎಂದು ಹೇಳಿದರು (246, 1155, 462, 1271)
notice-title: ಕರ್ನಾಟಕ ರಾಜ್ಯ ಉಗ್ರಾಣ ನಿಗಮ : ರಾಯಚೂರು ಘಟಕ-1 (497, 124, 667, 134)
social-links (658, 68, 788, 113)
divider (246, 1110, 462, 1111)
citation-body: CLAIM : PETITION U/S 13(3) OF THE REGISTRATION OF BIRTHS AND DEATHS ACT, 1969. Whereas the above named petitioners had filed a petition seeking death certificate of deceased Maktumsab S/o Khadar Sab Badiger, who died on 11-04-2011, at village Agathirth. Therefore, you are hereby directed to appear before this court on 14-08-25 at 11 am. Given under my hand and seal of this court on this 9th day of July 2025. (473, 1245, 691, 1302)
newspaper-logo: ಸುದ್ದಿಮೂಲ (801, 65, 913, 98)
advocate-signature: Sd/- Vinod A. Jevargi Advocate Shorapur for the Petitioners. (475, 609, 575, 635)
certificate-title: ಪ್ರಮಾಣ ಪತ್ರ (797, 124, 836, 134)
lost-deed-date: ದಿನಾಂಕ : 09-07-2025. (710, 432, 770, 440)
section-heading: ಮೊದಲನೇ ಪುಟದಿಂದ (18, 118, 240, 141)
article-body: ಈ ದಾಖಲೆ ಠಾಣೆಗೆ ದಾಖಲೆ ಸಲ್ಲಿಸಲು ಸಾಲುಗಟ್ಟಿದ್ದು, ನ್ಯಾಯಾಲಯದ ಸೂಚನೆಯಂತೆ ಸಲ್ಲಿಸುವ ಪ್ರಕ್ರಿಯೆ ಮುಂದುವರಿದಿದೆ. (26, 784, 240, 791)
site-links (178, 68, 328, 98)
citation-case-number: Crl.Misc.No. 1402/2025 (770, 1110, 863, 1118)
headline-documents: ದಾಖಲೆ ಸಲಿಸಲು ಹೂಡಿಕೆದಾರರ ಸರದಿ (42, 759, 216, 776)
headline-today: ಇಂದು ತೆರೆ ಸಂಭವ (298, 1117, 410, 1139)
citation-petitioners: Petitioners : 1) Sheripabi @Shareefabee D/o Maktumsab W/o Ismsab Age : 51 Years Occ : H.Hold Affairs & Agri R/o Agathirth Tq : Shorapur Dist: Yadgir. Now R/o Agni Tq: Shorapur Dist: Yadgir. (473, 1189, 691, 1213)
citation-box (467, 1142, 697, 1522)
court-signature: //By Order Of The Court// Sd/- Chief Ministerial Officer. J.M.F.C. court at Shorapur. (825, 652, 918, 687)
article-text-block: ಈ ದೇಶ ಸೇತುವೆಯ ಮೇಲೆ ಸಂಚರಿಸುತ್ತಿದ್ದ ಟ್ರಕ್ ವಾಹನ ಮತ್ತು ಕಾರುಗಳು ನದಿಗೆ ಉರುಳಿ ಬಿದ್ದಿವೆ ನೆರೆಯ ಜನರು ಹಾಗೂ ರಕ್ಷಣಾ ಸಿಬ್ಬಂದಿ ಸ್ಥಳಕ್ಕೆ ಧಾವಿಸಿ ಕಾರ್ಯಾಚರಣೆ ನಡೆಸಿದರು ಈ ದೇಶ ಸೇತುವೆಯ ಮೇಲೆ ಸಂಚರಿಸುತ್ತಿದ್ದ ಟ್ರಕ್ ವಾಹನ ಮತ್ತು ಕಾರುಗಳು ನದಿಗೆ ಉರುಳಿ ಬಿದ್ದಿವೆ ನೆರೆಯ ಜನರು ಹಾಗೂ ರಕ್ಷಣಾ ಸಿಬ್ಬಂದಿ ಸ್ಥಳಕ್ಕೆ ಧಾವಿಸಿ ಕಾರ್ಯಾಚರಣೆ ನಡೆಸಿದರು ಈ ದೇಶ ಸೇತುವೆಯ ಮೇಲೆ ಸಂಚರಿಸುತ್ತಿದ್ದ ಟ್ರಕ್ ವಾಹನ ಮತ್ತು ಕಾರುಗಳು ನದಿಗೆ ಉರುಳಿ ಬಿದ್ದಿವೆ ನೆರೆಯ ಜನರು ಹಾಗೂ ರಕ್ಷಣಾ ಸಿಬ್ಬಂದಿ ಸ್ಥಳಕ್ಕೆ ಧಾವಿಸಿ ಕಾರ್ಯಾಚರಣೆ ನಡೆಸಿದರು ಈ ದೇಶ ಸೇತುವೆಯ ಮೇಲೆ ಸಂಚರಿಸುತ್ತಿದ್ದ ಟ್ರಕ್ ವಾಹನ ಮತ್ತು ಕಾರುಗಳು ನದಿಗೆ ಉರುಳಿ ಬಿದ್ದಿವೆ ನೆರೆಯ ಜನರು ಹಾಗೂ ರಕ್ಷಣಾ ಸಿಬ್ಬಂದಿ ಸ್ಥಳಕ್ಕೆ ಧಾವಿಸಿ ಕಾರ್ಯಾಚರಣೆ ನಡೆಸಿದರು ಈ ದೇಶ ಸೇತುವೆಯ ಮೇಲೆ ಸಂಚರಿಸುತ್ತಿದ್ದ ಟ್ರಕ್ ವಾಹನ ಮತ್ತು ಕಾರುಗಳು ನದಿಗೆ ಉರುಳಿ ಬಿದ್ದಿವೆ ನೆರೆಯ ಜನರು ಹಾಗೂ ರಕ್ಷಣಾ ಸಿಬ್ಬಂದಿ ಸ್ಥಳಕ್ಕೆ ಧಾವಿಸಿ ಕಾರ್ಯಾಚರಣೆ ನಡೆಸಿದರು ಈ ದೇಶ ಸೇತುವೆಯ ಮೇಲೆ ಸಂಚರಿಸುತ್ತಿದ್ದ ಟ್ರಕ್ ವಾಹನ ಮತ್ತು ಕಾರುಗಳು ನದಿಗೆ ಉರುಳಿ ಬಿದ್ದಿವೆ ನೆರೆಯ ಜನರು ಹಾಗೂ ರಕ್ಷಣಾ ಸಿಬ್ಬಂದಿ ಸ್ಥಳಕ್ಕೆ ಧಾವಿಸಿ ಕಾರ್ಯಾಚರಣೆ ನಡೆಸಿದರು ಈ ದೇಶ ಸೇತುವೆಯ ಮೇಲೆ ಸಂಚರಿಸುತ್ತಿದ್ದ ಟ್ರಕ್ ವಾಹನ ಮತ್ತು ಕಾರುಗಳು ನದಿಗೆ ಉರುಳಿ ಬಿದ್ದಿವೆ ನೆರೆಯ ಜನರು ಹಾಗೂ ರಕ್ಷಣಾ ಸಿಬ್ಬಂದಿ ಸ್ಥಳಕ್ಕೆ ಧಾವಿಸಿ ಕಾರ್ಯಾಚರಣೆ ನಡೆಸಿದರು ಈ ದೇಶ ಸೇತುವೆಯ ಮೇಲೆ ಸಂಚರಿಸುತ್ತಿದ್ದ ಟ್ರಕ್ ವಾಹನ ಮತ್ತು ಕಾರುಗಳು ನದಿಗೆ ಉರುಳಿ ಬಿದ್ದಿವೆ ನೆರೆಯ ಜನರು ಹಾಗೂ ರಕ್ಷಣಾ ಸಿಬ್ಬಂದಿ ಸ್ಥಳಕ್ಕೆ ಧಾವಿಸಿ ಕಾರ್ಯಾಚರಣೆ ನಡೆಸಿದರು ಈ ದೇಶ ಸೇತುವೆಯ ಮೇಲೆ ಸಂಚರಿಸುತ್ತಿದ್ದ ಟ್ರಕ್ ವಾಹನ ಮತ್ತು ಕಾರುಗಳು ನದಿಗೆ ಉರುಳಿ ಬಿದ್ದಿವೆ ನೆರೆಯ ಜನರು ಹಾಗೂ ರಕ್ಷಣಾ ಸಿಬ್ಬಂದಿ ಸ್ಥಳಕ್ಕೆ ಧಾವಿಸಿ ಕಾರ್ಯಾಚರಣೆ ನಡೆಸಿದರು (18, 453, 240, 561)
citation-case-number: Crl.Misc.No.776/2025 (540, 458, 624, 466)
citation-title: PAPER CITATION (775, 782, 858, 792)
citation-signatures (473, 609, 691, 643)
lost-deed-text-block: ಬಳ್ಳಾರಿ ಜಿಲ್ಲೆ ಸಂಡೂರು ತಾಲೂಕಿನ ಖರೀದಿ ಪತ್ರ ಕಳೆದುಹೋಗಿದ್ದು ಸಿಕ್ಕಲ್ಲಿ ಈ ಕೆಳಗಿನ ವಿಳಾಸಕ್ಕೆ ತಲುಪಿಸಬೇಕಾಗಿ ವಿನಂತಿ ಬಳ್ಳಾರಿ ಜಿಲ್ಲೆ ಸಂಡೂರು ತಾಲೂಕಿನ ಖರೀದಿ ಪತ್ರ ಕಳೆದುಹೋಗಿದ್ದು ಸಿಕ್ಕಲ್ಲಿ ಈ ಕೆಳಗಿನ ವಿಳಾಸಕ್ಕೆ ತಲುಪಿಸಬೇಕಾಗಿ ವಿನಂತಿ ಬಳ್ಳಾರಿ ಜಿಲ್ಲೆ ಸಂಡೂರು ತಾಲೂಕಿನ ಖರೀದಿ ಪತ್ರ ಕಳೆದುಹೋಗಿದ್ದು (710, 364, 923, 386)
citation-box (467, 786, 697, 1136)
court-signature: //By Order Of The Court// Sd/- Chief Ministerial Officer. J.M.F.C. court at Shorapur. (825, 1244, 918, 1279)
certificate-signatures (710, 267, 923, 276)
